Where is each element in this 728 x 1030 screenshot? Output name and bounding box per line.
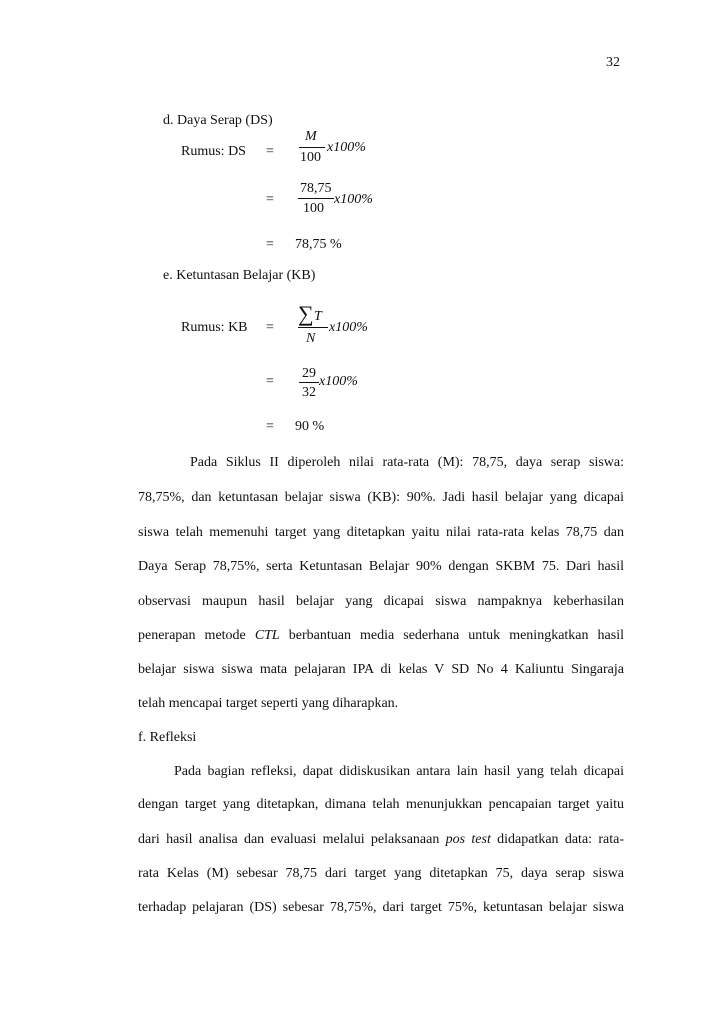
paragraph-2-line-1: Pada bagian refleksi, dapat didiskusikan antara lain hasil yang telah dicapai [174, 764, 624, 779]
kb-frac2-numerator: 29 [302, 366, 316, 381]
ds-frac1-numerator: M [305, 129, 317, 144]
ds-frac2-numerator: 78,75 [300, 181, 332, 196]
paragraph-1-line-8: telah mencapai target seperti yang diharapkan. [138, 696, 399, 711]
paragraph-1-line-4: Daya Serap 78,75%, serta Ketuntasan Belajar 90% dengan SKBM 75. Dari hasil [138, 559, 624, 574]
kb-frac1-denominator: N [306, 331, 316, 346]
kb-result: 90 % [295, 419, 325, 434]
line-3-text-b: didapatkan data: rata- [497, 832, 624, 847]
kb-frac1-tail: x100% [329, 320, 368, 335]
ds-rumus-label: Rumus: DS [181, 144, 246, 159]
page-number: 32 [606, 55, 620, 70]
ds-frac2-bar [298, 198, 334, 199]
sigma-symbol: ∑ [298, 301, 314, 326]
ds-frac2-denominator: 100 [303, 201, 324, 216]
paragraph-2-line-5: terhadap pelajaran (DS) sebesar 78,75%, dari target 75%, ketuntasan belajar siswa [138, 900, 624, 915]
paragraph-1-line-5: observasi maupun hasil belajar yang dicapai siswa nampaknya keberhasilan [138, 594, 624, 609]
ds-frac1-bar [299, 147, 325, 148]
paragraph-1-line-2: 78,75%, dan ketuntasan belajar siswa (KB): 90%. Jadi hasil belajar yang dicapai [138, 490, 624, 505]
kb-rumus-label: Rumus: KB [181, 320, 248, 335]
ds-equals-2: = [266, 192, 274, 207]
paragraph-1-line-6 [138, 628, 624, 644]
paragraph-1-line-3: siswa telah memenuhi target yang ditetapkan yaitu nilai rata-rata kelas 78,75 dan [138, 525, 624, 540]
line-6-text-b: berbantuan media sederhana untuk meningkatkan hasil [288, 628, 624, 643]
kb-frac2-bar [299, 382, 319, 383]
paragraph-2-line-4: rata Kelas (M) sebesar 78,75 dari target yang ditetapkan 75, daya serap siswa [138, 866, 624, 881]
line-6-text-a: penerapan metode [138, 628, 246, 643]
section-d-heading: d. Daya Serap (DS) [163, 113, 273, 128]
kb-frac2-tail: x100% [319, 374, 358, 389]
ds-result: 78,75 % [295, 237, 342, 252]
ds-equals-1: = [266, 144, 274, 159]
line-3-text-a: dari hasil analisa dan evaluasi melalui pelaksanaan [138, 832, 440, 847]
ds-frac2-tail: x100% [334, 192, 373, 207]
paragraph-1-line-7: belajar siswa siswa mata pelajaran IPA di kelas V SD No 4 Kaliuntu Singaraja [138, 662, 624, 677]
kb-frac2-denominator: 32 [302, 385, 316, 400]
section-e-heading: e. Ketuntasan Belajar (KB) [163, 268, 316, 283]
section-f-heading: f. Refleksi [138, 730, 197, 745]
paragraph-2-line-3 [138, 832, 624, 848]
ds-equals-3: = [266, 237, 274, 252]
ds-frac1-denominator: 100 [300, 150, 321, 165]
kb-frac1-numerator: T [314, 309, 322, 324]
kb-equals-3: = [266, 419, 274, 434]
paragraph-1-line-1: Pada Siklus II diperoleh nilai rata-rata (M): 78,75, daya serap siswa: [190, 455, 624, 470]
kb-equals-2: = [266, 374, 274, 389]
pos-test-term: pos test [445, 832, 491, 847]
ctl-term: CTL [254, 628, 280, 643]
kb-equals-1: = [266, 320, 274, 335]
kb-frac1-bar [298, 327, 328, 328]
paragraph-2-line-2: dengan target yang ditetapkan, dimana telah menunjukkan pencapaian target yaitu [138, 797, 624, 812]
ds-frac1-tail: x100% [327, 140, 366, 155]
